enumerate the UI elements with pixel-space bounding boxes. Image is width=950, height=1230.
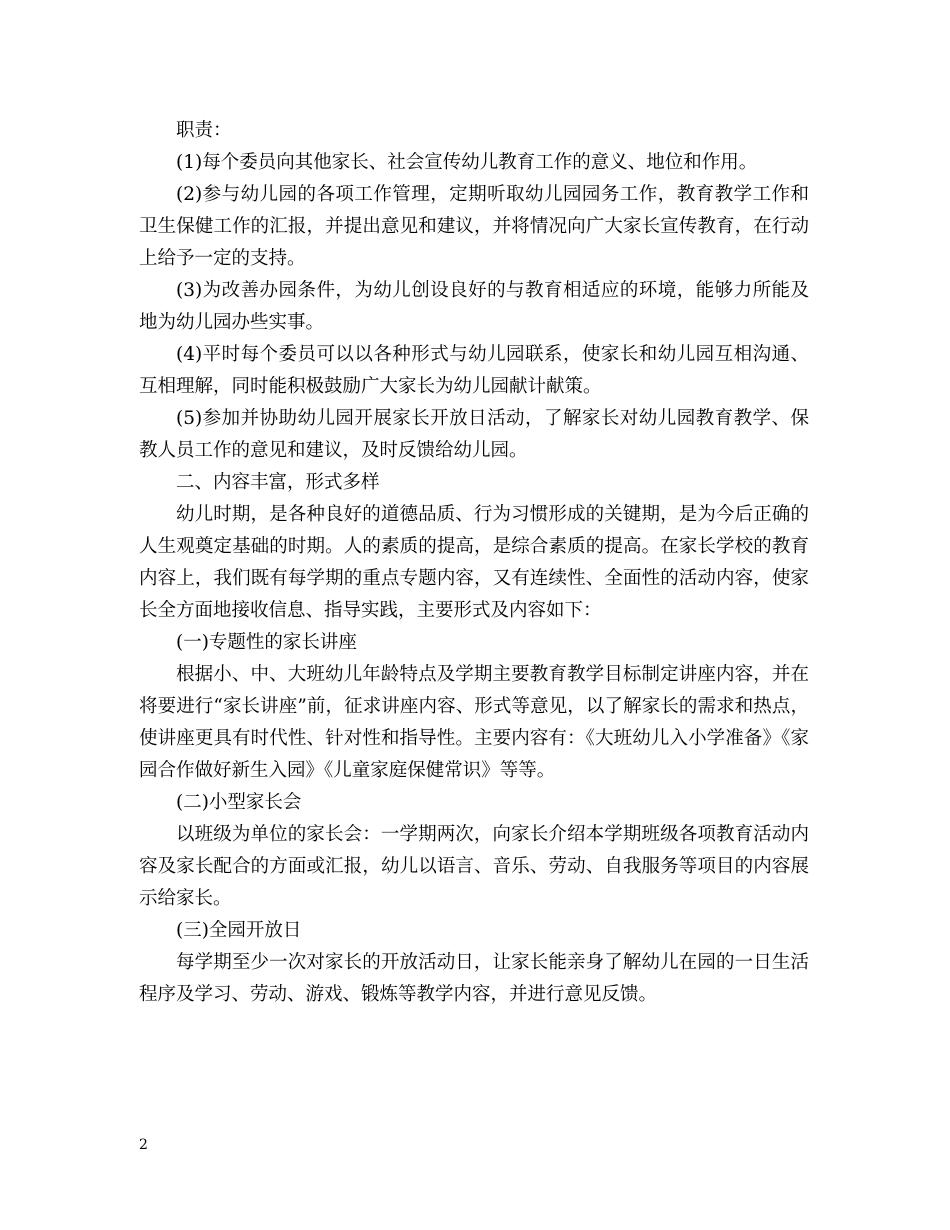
paragraph-duty-1: (1)每个委员向其他家长、社会宣传幼儿教育工作的意义、地位和作用。: [176, 152, 758, 173]
paragraph-small-meetings: 以班级为单位的家长会：一学期两次，向家长介绍本学期班级各项教育活动内容及家长配合的方面或汇报，幼儿以语言、音乐、劳动、自我服务等项目的内容展示给家长。: [139, 824, 809, 909]
page-number: 2: [139, 1137, 148, 1153]
paragraph-open-day: 每学期至少一次对家长的开放活动日，让家长能亲身了解幼儿在园的一日生活程序及学习、劳动、游戏、锻炼等教学内容，并进行意见反馈。: [139, 952, 809, 1005]
paragraph-duty-2: (2)参与幼儿园的各项工作管理，定期听取幼儿园园务工作，教育教学工作和卫生保健工作的汇报，并提出意见和建议，并将情况向广大家长宣传教育，在行动上给予一定的支持。: [139, 184, 809, 269]
subheading-open-day: (三)全园开放日: [176, 920, 302, 941]
subheading-lectures: (一)专题性的家长讲座: [176, 632, 357, 653]
section-heading-content: 二、内容丰富，形式多样: [176, 472, 380, 493]
subheading-small-meetings: (二)小型家长会: [176, 792, 302, 813]
paragraph-duty-3: (3)为改善办园条件，为幼儿创设良好的与教育相适应的环境，能够力所能及地为幼儿园办些实事。: [139, 280, 809, 333]
paragraph-duty-4: (4)平时每个委员可以以各种形式与幼儿园联系，使家长和幼儿园互相沟通、互相理解，同时能积极鼓励广大家长为幼儿园献计献策。: [139, 344, 809, 397]
paragraph-lectures: 根据小、中、大班幼儿年龄特点及学期主要教育教学目标制定讲座内容，并在将要进行“家长讲座”前，征求讲座内容、形式等意见，以了解家长的需求和热点，使讲座更具有时代性、针对性和指导性。主要内容有：《大班幼儿入小学准备》《家园合作做好新生入园》《儿童家庭保健常识》等等。: [139, 664, 809, 781]
paragraph-duty-5: (5)参加并协助幼儿园开展家长开放日活动，了解家长对幼儿园教育教学、保教人员工作的意见和建议，及时反馈给幼儿园。: [139, 408, 809, 461]
document-body: [139, 115, 809, 1011]
paragraph-duties-heading: 职责：: [176, 120, 232, 141]
paragraph-content-intro: 幼儿时期，是各种良好的道德品质、行为习惯形成的关键期，是为今后正确的人生观奠定基础的时期。人的素质的提高，是综合素质的提高。在家长学校的教育内容上，我们既有每学期的重点专题内容，又有连续性、全面性的活动内容，使家长全方面地接收信息、指导实践，主要形式及内容如下：: [139, 504, 809, 621]
